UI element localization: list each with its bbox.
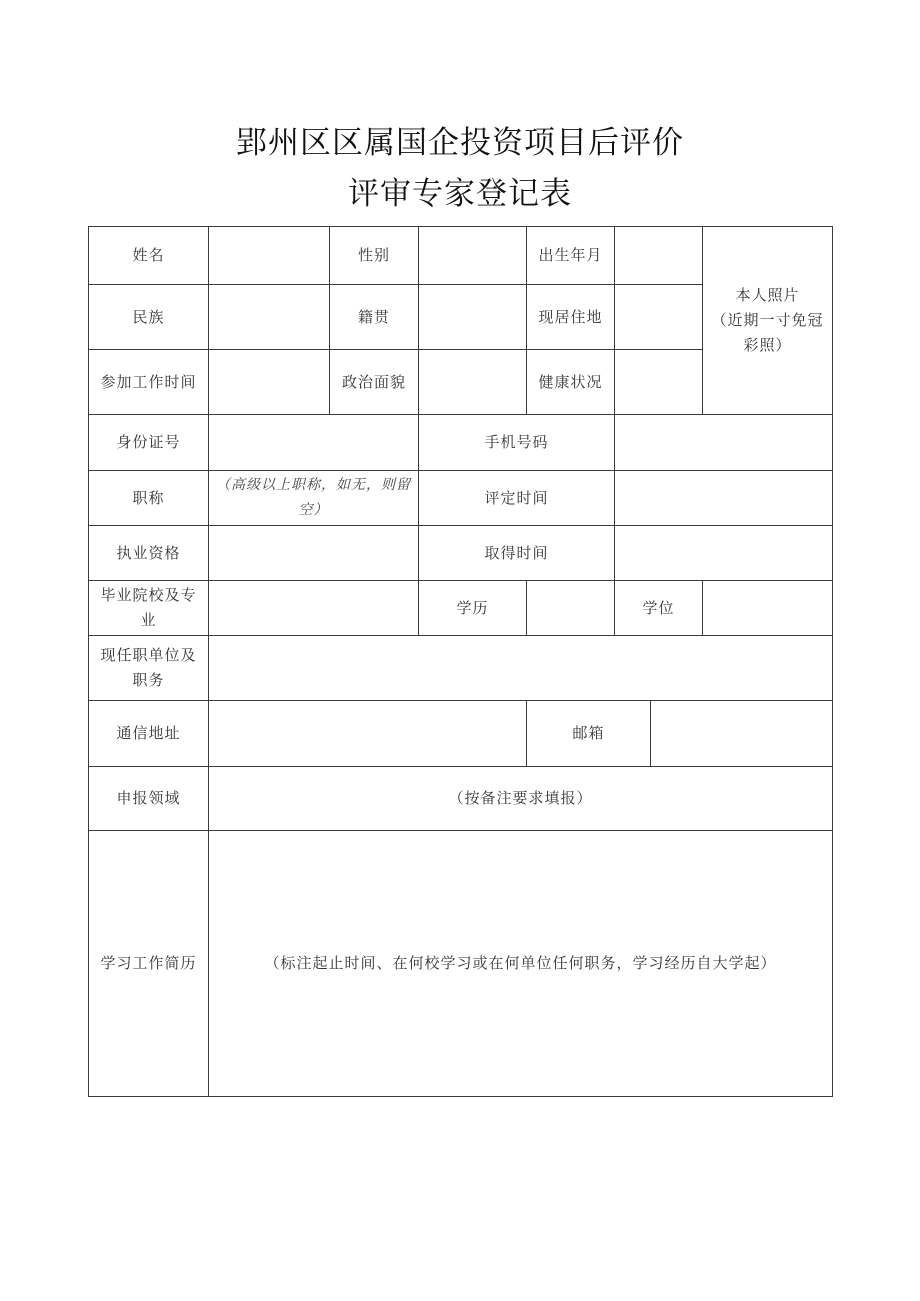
row-school: [89, 581, 833, 636]
row-field: [89, 767, 833, 831]
row-id: [89, 415, 833, 471]
label-resume: 学习工作简历: [89, 831, 209, 1097]
field-evaluation-time[interactable]: [615, 471, 833, 526]
label-mobile: 手机号码: [419, 415, 615, 471]
label-gender: 性别: [330, 227, 419, 285]
row-resume: [89, 831, 833, 1097]
label-school-major: 毕业院校及专业: [89, 581, 209, 636]
row-address: [89, 701, 833, 767]
field-obtained-time[interactable]: [615, 526, 833, 581]
label-residence: 现居住地: [527, 285, 615, 350]
label-title-rank: 职称: [89, 471, 209, 526]
photo-label: 本人照片: [735, 286, 800, 304]
field-email[interactable]: [651, 701, 833, 767]
field-gender[interactable]: [419, 227, 527, 285]
label-health: 健康状况: [527, 350, 615, 415]
label-email: 邮箱: [527, 701, 651, 767]
field-id-number[interactable]: [209, 415, 419, 471]
field-work-start[interactable]: [209, 350, 330, 415]
field-residence[interactable]: [615, 285, 703, 350]
field-title-rank[interactable]: （高级以上职称，如无，则留空）: [209, 471, 419, 526]
row-name: [89, 227, 833, 285]
label-education: 学历: [419, 581, 527, 636]
label-id-number: 身份证号: [89, 415, 209, 471]
field-name[interactable]: [209, 227, 330, 285]
field-native-place[interactable]: [419, 285, 527, 350]
row-qualification: [89, 526, 833, 581]
registration-table: [88, 226, 833, 1097]
field-field[interactable]: （按备注要求填报）: [209, 767, 833, 831]
label-current-position: 现任职单位及职务: [89, 636, 209, 701]
label-work-start: 参加工作时间: [89, 350, 209, 415]
field-qualification[interactable]: [209, 526, 419, 581]
label-birth-date: 出生年月: [527, 227, 615, 285]
row-title-rank: [89, 471, 833, 526]
label-degree: 学位: [615, 581, 703, 636]
field-education[interactable]: [527, 581, 615, 636]
photo-box[interactable]: [703, 227, 833, 415]
photo-note: （近期一寸免冠彩照）: [711, 311, 824, 354]
label-ethnicity: 民族: [89, 285, 209, 350]
field-mobile[interactable]: [615, 415, 833, 471]
field-school-major[interactable]: [209, 581, 419, 636]
label-evaluation-time: 评定时间: [419, 471, 615, 526]
field-resume[interactable]: （标注起止时间、在何校学习或在何单位任何职务，学习经历自大学起）: [209, 831, 833, 1097]
label-native-place: 籍贯: [330, 285, 419, 350]
field-health[interactable]: [615, 350, 703, 415]
document-title: [0, 118, 920, 220]
title-line-1: 郢州区区属国企投资项目后评价: [236, 125, 684, 161]
field-current-position[interactable]: [209, 636, 833, 701]
field-birth-date[interactable]: [615, 227, 703, 285]
label-qualification: 执业资格: [89, 526, 209, 581]
field-degree[interactable]: [703, 581, 833, 636]
row-current-position: [89, 636, 833, 701]
label-address: 通信地址: [89, 701, 209, 767]
title-line-2: 评审专家登记表: [348, 176, 572, 212]
field-ethnicity[interactable]: [209, 285, 330, 350]
label-field: 申报领域: [89, 767, 209, 831]
label-obtained-time: 取得时间: [419, 526, 615, 581]
field-political-status[interactable]: [419, 350, 527, 415]
field-address[interactable]: [209, 701, 527, 767]
label-political-status: 政治面貌: [330, 350, 419, 415]
label-name: 姓名: [89, 227, 209, 285]
